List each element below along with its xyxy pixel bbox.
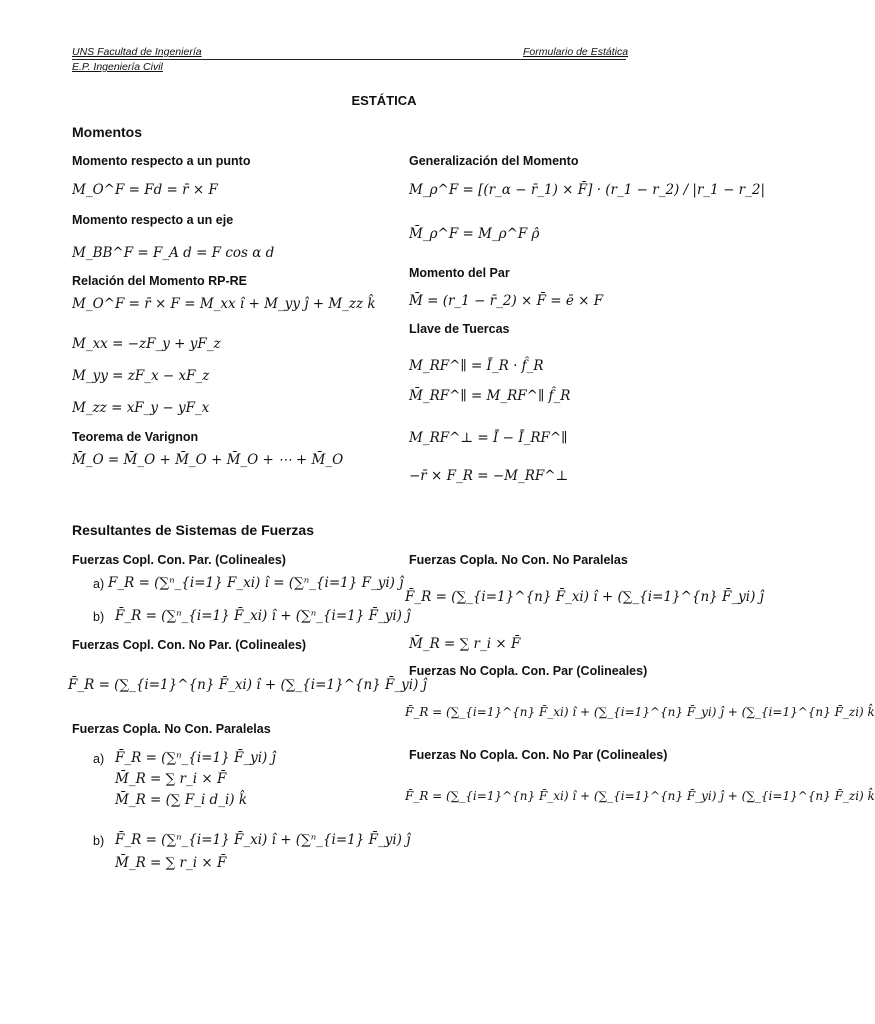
eq-copl-con-par-b: F̄_R = (∑ⁿ_{i=1} F̄_xi) î + (∑ⁿ_{i=1} F̄_yi) ĵ xyxy=(115,608,411,624)
eq-no-con-no-paralelas: F̄_R = (∑_{i=1}^{n} F̄_xi) î + (∑_{i=1}^{n} F̄_yi) ĵ xyxy=(405,589,764,605)
label-momento-punto: Momento respecto a un punto xyxy=(72,154,251,168)
eq-varignon: M̄_O = M̄_O + M̄_O + M̄_O + ⋯ + M̄_O xyxy=(72,452,344,468)
eq-myy: M_yy = zF_x − xF_z xyxy=(72,368,210,384)
section-momentos-heading: Momentos xyxy=(72,124,142,140)
label-generalizacion: Generalización del Momento xyxy=(409,154,579,168)
eq-generalizacion-vector: M̄_ρ^F = M_ρ^F ρ̂ xyxy=(409,226,540,242)
eq-no-con-no-paralelas-momento: M̄_R = ∑ r_i × F̄ xyxy=(409,636,521,652)
label-copla-no-con-paralelas: Fuerzas Copla. No Con. Paralelas xyxy=(72,722,271,736)
eq-llave-2: M̄_RF^∥ = M_RF^∥ f̂_R xyxy=(409,388,571,404)
label-momento-par: Momento del Par xyxy=(409,266,510,280)
label-relacion-rp-re: Relación del Momento RP-RE xyxy=(72,274,248,288)
eq-no-copla-con-par: F̄_R = (∑_{i=1}^{n} F̄_xi) î + (∑_{i=1}^{n} F̄_yi) ĵ + (∑_{i=1}^{n} F̄_zi) k̂ xyxy=(405,705,875,719)
eq-copl-con-no-par: F̄_R = (∑_{i=1}^{n} F̄_xi) î + (∑_{i=1}^{n} F̄_yi) ĵ xyxy=(68,677,427,693)
header-rule xyxy=(72,59,626,60)
eq-no-copla-con-no-par: F̄_R = (∑_{i=1}^{n} F̄_xi) î + (∑_{i=1}^{n} F̄_yi) ĵ + (∑_{i=1}^{n} F̄_zi) k̂ xyxy=(405,789,875,803)
eq-llave-3: M_RF^⊥ = Ī − Ī_RF^∥ xyxy=(409,430,568,446)
eq-mxx: M_xx = −zF_y + yF_z xyxy=(72,336,221,352)
label-llave-tuercas: Llave de Tuercas xyxy=(409,322,510,336)
eq-mzz: M_zz = xF_y − yF_x xyxy=(72,400,210,416)
header-school: E.P. Ingeniería Civil xyxy=(72,61,163,73)
eq-paralelas-b-momento: M̄_R = ∑ r_i × F̄ xyxy=(115,855,227,871)
item-tag-b: b) xyxy=(93,610,105,624)
label-no-con-no-paralelas: Fuerzas Copla. No Con. No Paralelas xyxy=(409,553,628,567)
eq-momento-punto: M_O^F = Fd = r̄ × F xyxy=(72,182,218,198)
item-tag-a: a) xyxy=(93,577,105,591)
eq-paralelas-a-momento: M̄_R = ∑ r_i × F̄ xyxy=(115,771,227,787)
header-faculty: UNS Facultad de Ingeniería xyxy=(72,46,202,58)
eq-momento-eje: M_BB^F = F_A d = F cos α d xyxy=(72,245,275,261)
label-no-copla-con-par: Fuerzas No Copla. Con. Par (Colineales) xyxy=(409,664,648,678)
eq-copl-con-par-a: F_R = (∑ⁿ_{i=1} F_xi) î = (∑ⁿ_{i=1} F_yi) ĵ xyxy=(108,575,404,591)
eq-generalizacion: M_ρ^F = [(r_α − r̄_1) × F̄] · (r_1 − r_2) / |r_1 − r_2| xyxy=(409,182,766,198)
label-momento-eje: Momento respecto a un eje xyxy=(72,213,234,227)
page-title: ESTÁTICA xyxy=(351,93,417,108)
label-copl-con-no-par: Fuerzas Copl. Con. No Par. (Colineales) xyxy=(72,638,307,652)
item-tag-a: a) xyxy=(93,752,105,766)
eq-paralelas-b-fuerza: F̄_R = (∑ⁿ_{i=1} F̄_xi) î + (∑ⁿ_{i=1} F̄_yi) ĵ xyxy=(115,832,411,848)
eq-paralelas-a-momento-k: M̄_R = (∑ F_i d_i) k̂ xyxy=(115,792,248,808)
eq-llave-1: M_RF^∥ = Ī_R · f̂_R xyxy=(409,358,544,374)
eq-llave-4: −r̄ × F_R = −M_RF^⊥ xyxy=(409,468,569,484)
header-doc-title: Formulario de Estática xyxy=(523,46,629,58)
label-varignon: Teorema de Varignon xyxy=(72,430,199,444)
eq-paralelas-a-fuerza: F̄_R = (∑ⁿ_{i=1} F̄_yi) ĵ xyxy=(115,750,276,766)
item-tag-b: b) xyxy=(93,834,105,848)
eq-relacion-rp-re: M_O^F = r̄ × F = M_xx î + M_yy ĵ + M_zz k̂ xyxy=(72,296,376,312)
label-copl-con-par: Fuerzas Copl. Con. Par. (Colineales) xyxy=(72,553,286,567)
eq-momento-par: M̄ = (r_1 − r̄_2) × F̄ = ē × F xyxy=(409,293,604,309)
section-resultantes-heading: Resultantes de Sistemas de Fuerzas xyxy=(72,522,314,538)
label-no-copla-con-no-par: Fuerzas No Copla. Con. No Par (Colineales) xyxy=(409,748,668,762)
